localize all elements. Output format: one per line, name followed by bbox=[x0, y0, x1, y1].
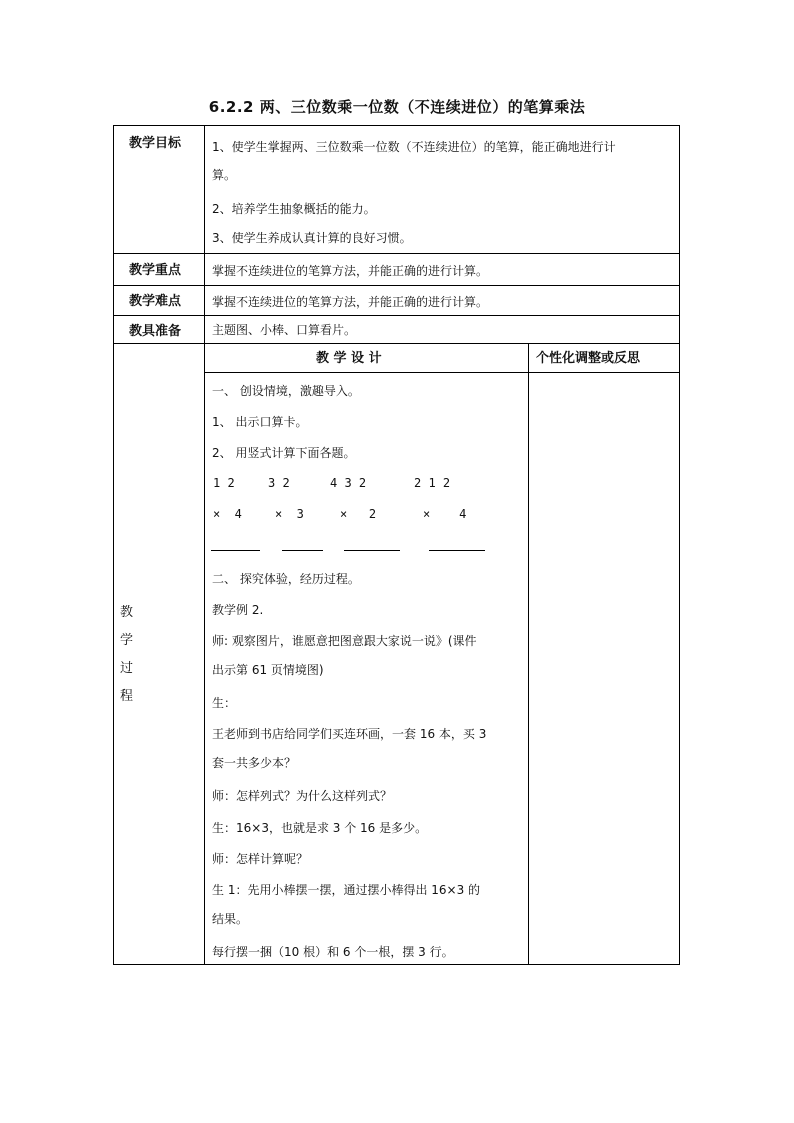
design-line: 生： bbox=[212, 696, 237, 710]
answer-blank bbox=[282, 550, 323, 551]
problem-bottom: × 3 bbox=[275, 507, 304, 521]
materials-label: 教具准备 bbox=[129, 324, 182, 339]
problem-top: 1 2 bbox=[213, 476, 235, 490]
goal-line: 1、使学生掌握两、三位数乘一位数（不连续进位）的笔算，能正确地进行计 bbox=[212, 140, 616, 154]
goals-label: 教学目标 bbox=[129, 136, 182, 151]
design-line: 生：16×3，也就是求 3 个 16 是多少。 bbox=[212, 821, 428, 835]
process-label-char: 学 bbox=[120, 633, 134, 648]
design-line: 教学例 2. bbox=[212, 603, 264, 617]
design-line: 出示第 61 页情境图) bbox=[212, 663, 324, 677]
process-label-char: 过 bbox=[120, 661, 134, 676]
goal-line: 算。 bbox=[212, 168, 237, 182]
difficulty-label: 教学难点 bbox=[129, 294, 182, 309]
reflection-header: 个性化调整或反思 bbox=[536, 351, 641, 366]
answer-blank bbox=[344, 550, 400, 551]
problem-bottom: × 2 bbox=[340, 507, 377, 521]
problem-bottom: × 4 bbox=[213, 507, 242, 521]
design-line: 每行摆一捆（10 根）和 6 个一根，摆 3 行。 bbox=[212, 945, 454, 959]
design-line: 师: 观察图片，谁愿意把图意跟大家说一说》(课件 bbox=[212, 634, 477, 648]
design-header: 教 学 设 计 bbox=[316, 351, 382, 366]
design-line: 王老师到书店给同学们买连环画，一套 16 本，买 3 bbox=[212, 727, 487, 741]
process-label-char: 教 bbox=[120, 605, 134, 620]
answer-blank bbox=[429, 550, 485, 551]
key-point-text: 掌握不连续进位的笔算方法，并能正确的进行计算。 bbox=[212, 264, 489, 278]
process-label-char: 程 bbox=[120, 689, 134, 704]
design-line: 生 1：先用小棒摆一摆，通过摆小棒得出 16×3 的 bbox=[212, 883, 481, 897]
design-line: 二、 探究体验，经历过程。 bbox=[212, 572, 360, 586]
problem-bottom: × 4 bbox=[423, 507, 467, 521]
design-line: 一、 创设情境，激趣导入。 bbox=[212, 384, 360, 398]
design-line: 师：怎样计算呢？ bbox=[212, 852, 309, 866]
row-divider bbox=[113, 343, 680, 344]
problem-top: 2 1 2 bbox=[414, 476, 451, 490]
row-divider bbox=[204, 372, 680, 373]
difficulty-text: 掌握不连续进位的笔算方法，并能正确的进行计算。 bbox=[212, 295, 489, 309]
lesson-table bbox=[113, 125, 680, 965]
problem-top: 4 3 2 bbox=[330, 476, 367, 490]
row-divider bbox=[113, 285, 680, 286]
key-point-label: 教学重点 bbox=[129, 263, 182, 278]
goal-line: 3、使学生养成认真计算的良好习惯。 bbox=[212, 231, 412, 245]
col-divider bbox=[204, 125, 205, 965]
document-title: 6.2.2 两、三位数乘一位数（不连续进位）的笔算乘法 bbox=[208, 98, 586, 116]
row-divider bbox=[113, 253, 680, 254]
answer-blank bbox=[211, 550, 260, 551]
design-line: 1、 出示口算卡。 bbox=[212, 415, 308, 429]
design-line: 结果。 bbox=[212, 912, 249, 926]
row-divider bbox=[113, 315, 680, 316]
problem-top: 3 2 bbox=[268, 476, 290, 490]
design-line: 师：怎样列式？为什么这样列式？ bbox=[212, 789, 393, 803]
design-line: 2、 用竖式计算下面各题。 bbox=[212, 446, 356, 460]
materials-text: 主题图、小棒、口算看片。 bbox=[212, 323, 357, 337]
col-divider bbox=[528, 343, 529, 965]
goal-line: 2、培养学生抽象概括的能力。 bbox=[212, 202, 376, 216]
design-line: 套一共多少本？ bbox=[212, 756, 297, 770]
